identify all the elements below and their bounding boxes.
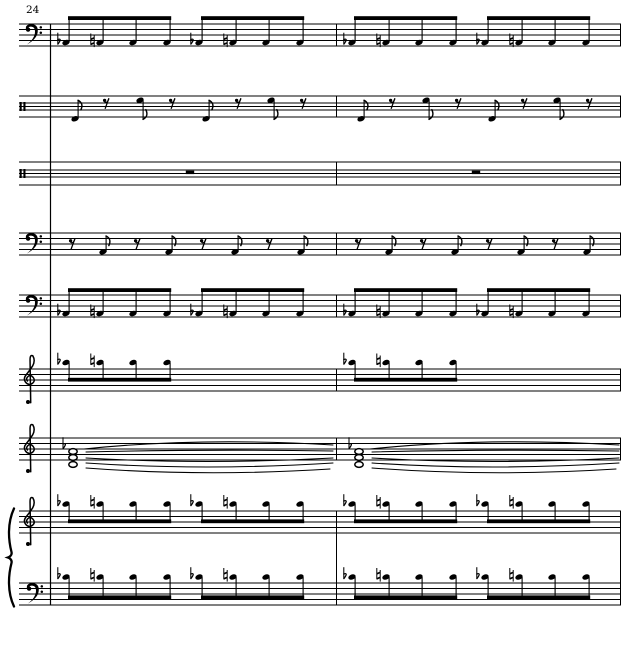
beamed-note-group [344, 494, 458, 523]
note-stem [555, 289, 556, 314]
beamed-note-group [344, 288, 458, 318]
tie [372, 468, 616, 473]
note-stem [103, 17, 104, 43]
flat-accidental [63, 437, 65, 449]
eighth-note [357, 100, 368, 122]
flat-accidental [344, 353, 346, 365]
note-stem [389, 289, 390, 314]
whole-note-chord [349, 437, 363, 467]
staff-lines [19, 162, 621, 185]
note-stem [78, 100, 79, 119]
note-stem [522, 289, 523, 314]
eighth-note [136, 96, 147, 119]
beamed-note-group [191, 288, 305, 318]
note-stem [522, 17, 523, 43]
flat-accidental [477, 494, 479, 506]
natural-accidental [224, 495, 227, 509]
note-stem [456, 17, 457, 43]
score [8, 4, 621, 607]
beamed-note-group [58, 16, 172, 47]
flat-accidental [477, 33, 479, 45]
natural-accidental [91, 495, 94, 509]
whole-rest [186, 171, 194, 174]
tie [84, 442, 333, 449]
flat-accidental [344, 567, 346, 579]
flat-accidental [58, 567, 60, 579]
whole-note-head [69, 462, 77, 468]
note-stem [236, 17, 237, 43]
tie [372, 450, 619, 452]
note-stem [304, 236, 305, 252]
note-stem [458, 236, 459, 252]
staff-lines [19, 438, 621, 460]
note-stem [143, 100, 144, 119]
natural-accidental [91, 354, 94, 368]
staff-2 [19, 96, 621, 123]
whole-note-head [355, 462, 363, 468]
beamed-note-group [58, 288, 172, 318]
note-stem [136, 17, 137, 43]
flat-accidental [477, 567, 479, 579]
flat-accidental [58, 353, 60, 365]
note-stem [106, 236, 107, 252]
flat-accidental [58, 304, 60, 316]
beam [68, 288, 171, 292]
beam [487, 595, 590, 599]
natural-accidental [224, 568, 227, 582]
beam [487, 519, 590, 523]
note-stem [560, 100, 561, 119]
note-stem [488, 17, 489, 43]
whole-note-head [355, 455, 363, 461]
note-stem [392, 236, 393, 252]
flat-accidental [344, 494, 346, 506]
beam [68, 595, 171, 599]
beam [354, 378, 457, 382]
beamed-note-group [477, 16, 591, 47]
eighth-rest [586, 98, 592, 109]
whole-note-chord [63, 437, 77, 467]
whole-note-head [69, 449, 77, 455]
note-stem [303, 17, 304, 43]
note-stem [590, 236, 591, 252]
beam [201, 519, 304, 523]
bass-clef [27, 583, 43, 603]
flat-accidental [191, 494, 193, 506]
beam [68, 16, 171, 20]
staff-1 [19, 16, 621, 47]
note-stem [422, 17, 423, 43]
beam [354, 519, 457, 523]
note-stem [589, 289, 590, 314]
beamed-note-group [191, 494, 305, 523]
beamed-note-group [477, 288, 591, 318]
beamed-note-group [58, 494, 172, 523]
beam [354, 16, 457, 20]
note-stem [495, 100, 496, 119]
tie [370, 442, 619, 449]
eighth-note [71, 100, 82, 122]
note-stem [136, 289, 137, 314]
natural-accidental [510, 568, 513, 582]
staff-9 [19, 567, 621, 605]
eighth-rest [235, 98, 241, 109]
flat-accidental [349, 437, 351, 449]
flat-accidental [344, 33, 346, 45]
note-stem [172, 236, 173, 252]
note-stem [422, 289, 423, 314]
eighth-note [488, 100, 499, 122]
natural-accidental [377, 568, 380, 582]
eighth-rest [389, 98, 395, 109]
staff-4 [19, 233, 621, 256]
eighth-rest [103, 98, 109, 109]
staff-lines [19, 295, 621, 317]
staff-5 [19, 288, 621, 318]
whole-note-head [355, 449, 363, 455]
tie [86, 450, 333, 452]
note-stem [389, 17, 390, 43]
flat-accidental [191, 567, 193, 579]
note-stem [269, 17, 270, 43]
staff-lines [19, 24, 621, 46]
flat-accidental [191, 33, 193, 45]
beam [487, 16, 590, 20]
note-stem [524, 236, 525, 252]
natural-accidental [377, 495, 380, 509]
beamed-note-group [344, 16, 458, 47]
note-stem [269, 289, 270, 314]
note-stem [69, 17, 70, 43]
note-stem [456, 289, 457, 314]
staff-7 [19, 424, 621, 473]
eighth-rest [300, 98, 306, 109]
beam [68, 519, 171, 523]
tie [372, 463, 619, 467]
flat-accidental [477, 304, 479, 316]
note-stem [209, 100, 210, 119]
bass-clef [26, 24, 42, 44]
natural-accidental [510, 495, 513, 509]
eighth-rest [455, 98, 461, 109]
note-stem [69, 289, 70, 314]
note-stem [589, 17, 590, 43]
staff-lines [19, 583, 621, 605]
whole-note-head [69, 455, 77, 461]
note-stem [238, 236, 239, 252]
natural-accidental [91, 568, 94, 582]
note-stem [555, 17, 556, 43]
note-stem [170, 17, 171, 43]
tie [86, 468, 330, 473]
note-stem [202, 289, 203, 314]
beamed-note-group [191, 16, 305, 47]
eighth-note [553, 96, 564, 119]
beam [201, 595, 304, 599]
note-stem [364, 100, 365, 119]
note-stem [202, 17, 203, 43]
beam [354, 288, 457, 292]
note-stem [274, 100, 275, 119]
natural-accidental [377, 354, 380, 368]
beam [68, 378, 171, 382]
beamed-note-group [344, 353, 458, 382]
beam [354, 595, 457, 599]
tie [86, 463, 333, 467]
eighth-note [202, 100, 213, 122]
note-stem [488, 289, 489, 314]
note-stem [103, 289, 104, 314]
note-stem [429, 100, 430, 119]
note-stem [303, 289, 304, 314]
measure-number: 24 [26, 4, 40, 16]
staff-lines [19, 96, 621, 117]
eighth-note [267, 96, 278, 119]
note-stem [236, 289, 237, 314]
beam [487, 288, 590, 292]
beamed-note-group [477, 494, 591, 523]
beamed-note-group [58, 353, 172, 382]
flat-accidental [191, 304, 193, 316]
flat-accidental [344, 304, 346, 316]
bass-clef [26, 295, 42, 315]
flat-accidental [58, 494, 60, 506]
whole-rest [472, 171, 480, 174]
note-stem [170, 289, 171, 314]
staff-6 [19, 353, 621, 404]
staff-3 [19, 162, 621, 185]
piano-brace [8, 509, 14, 607]
note-stem [355, 17, 356, 43]
note-stem [355, 289, 356, 314]
flat-accidental [58, 33, 60, 45]
eighth-rest [169, 98, 175, 109]
beam [201, 288, 304, 292]
bass-clef [26, 233, 42, 253]
eighth-rest [521, 98, 527, 109]
beam [201, 16, 304, 20]
eighth-note [422, 96, 433, 119]
